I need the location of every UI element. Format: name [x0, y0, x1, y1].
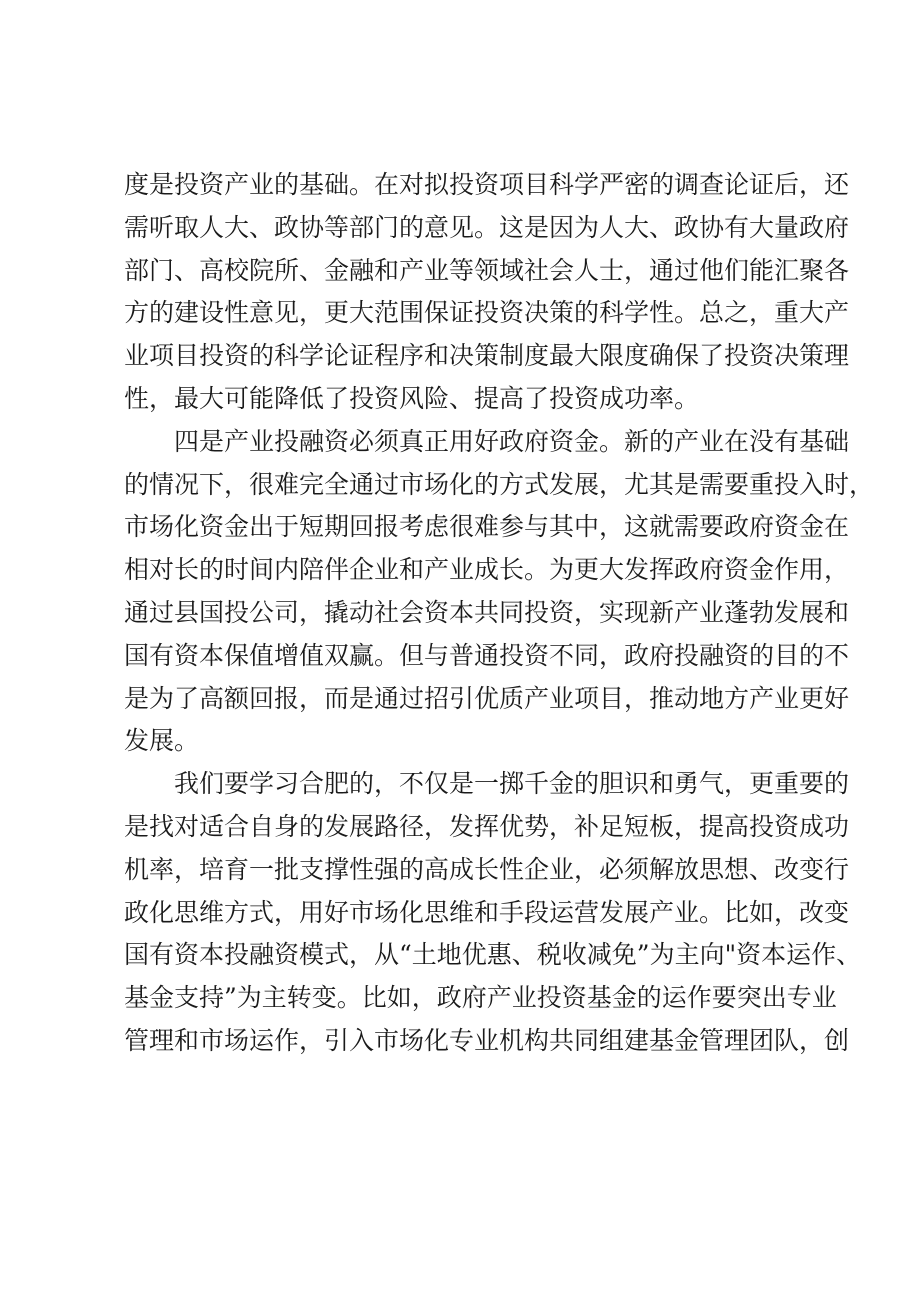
text-line: 我们要学习合肥的，不仅是一掷千金的胆识和勇气，更重要的	[174, 769, 850, 799]
text-line: 是为了高额回报，而是通过招引优质产业项目，推动地方产业更好	[124, 683, 850, 713]
text-line: 方的建设性意见，更大范围保证投资决策的科学性。总之，重大产	[124, 298, 850, 328]
text-line: 的情况下，很难完全通过市场化的方式发展，尤其是需要重投入时，	[124, 469, 875, 499]
text-line: 管理和市场运作，引入市场化专业机构共同组建基金管理团队，创	[124, 1025, 850, 1055]
text-line: 发展。	[124, 726, 200, 756]
text-line: 部门、高校院所、金融和产业等领域社会人士，通过他们能汇聚各	[124, 255, 850, 285]
text-line: 度是投资产业的基础。在对拟投资项目科学严密的调查论证后，还	[124, 170, 850, 199]
text-line: 市场化资金出于短期回报考虑很难参与其中，这就需要政府资金在	[124, 512, 850, 542]
paragraph-3	[124, 763, 862, 1063]
text-line: 通过县国投公司，撬动社会资本共同投资，实现新产业蓬勃发展和	[124, 597, 850, 627]
text-line: 相对长的时间内陪伴企业和产业成长。为更大发挥政府资金作用，	[124, 555, 850, 585]
text-line: 政化思维方式，用好市场化思维和手段运营发展产业。比如，改变	[124, 897, 850, 927]
body-text	[124, 164, 875, 1063]
text-line: 基金支持”为主转变。比如，政府产业投资基金的运作要突出专业	[124, 983, 837, 1013]
text-line: 机率，培育一批支撑性强的高成长性企业，必须解放思想、改变行	[124, 854, 850, 884]
text-line: 国有资本保值增值双赢。但与普通投资不同，政府投融资的目的不	[124, 640, 850, 670]
text-line: 国有资本投融资模式，从“土地优惠、税收减免”为主向"资本运作、	[124, 940, 862, 970]
text-line: 性，最大可能降低了投资风险、提高了投资成功率。	[124, 383, 700, 413]
text-line: 业项目投资的科学论证程序和决策制度最大限度确保了投资决策理	[124, 341, 850, 371]
text-line: 需听取人大、政协等部门的意见。这是因为人大、政协有大量政府	[124, 212, 850, 242]
paragraph-1	[124, 164, 850, 421]
text-line: 四是产业投融资必须真正用好政府资金。新的产业在没有基础	[174, 426, 850, 456]
text-line: 是找对适合自身的发展路径，发挥优势，补足短板，提高投资成功	[124, 811, 850, 841]
paragraph-2	[124, 421, 875, 763]
